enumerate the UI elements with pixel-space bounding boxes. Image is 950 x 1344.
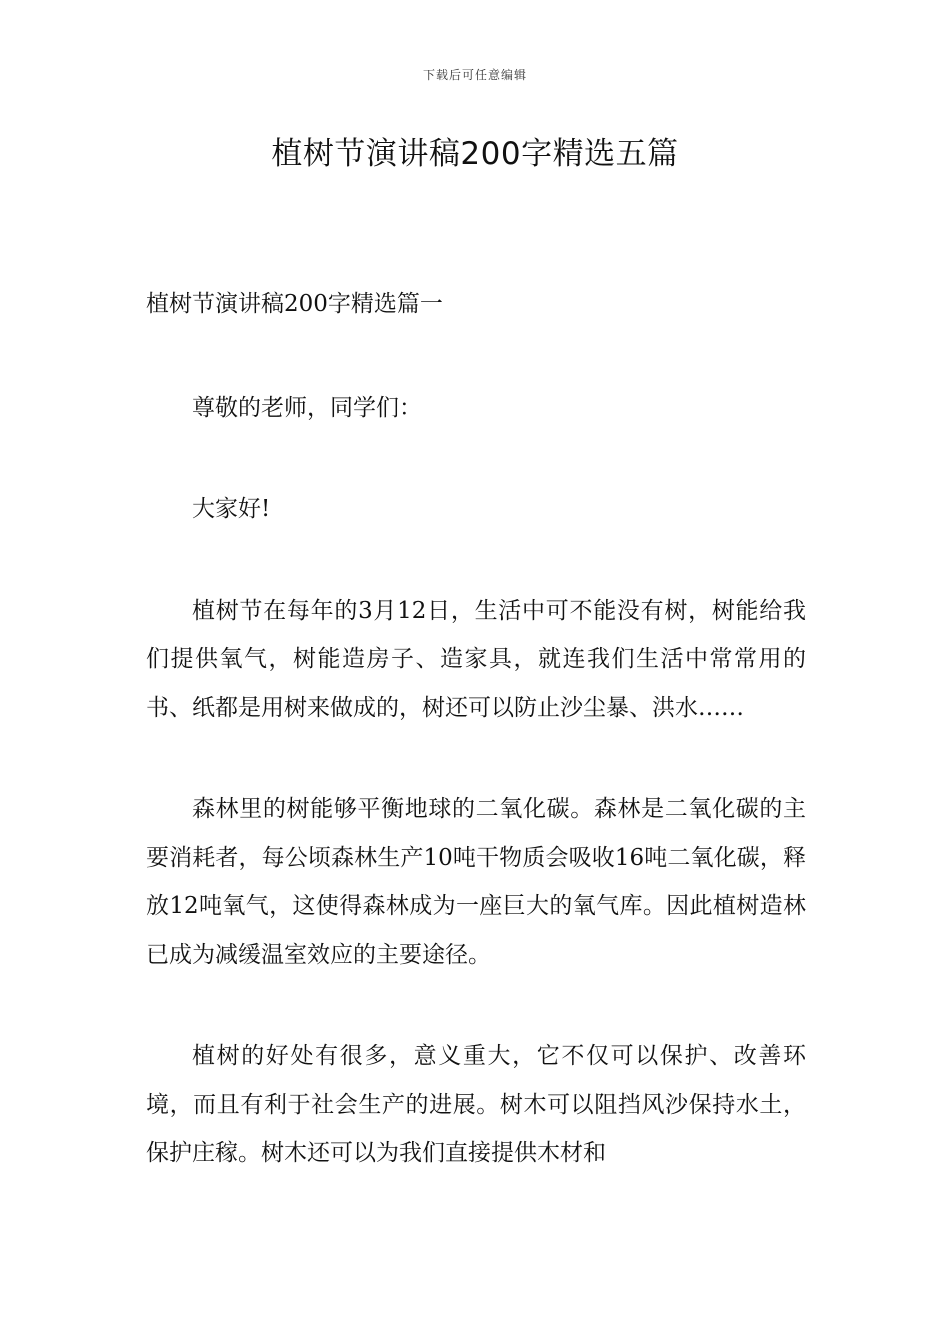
header-note: 下载后可任意编辑 [422, 68, 527, 82]
spacer [146, 329, 806, 384]
spacer [146, 732, 806, 785]
section-heading: 植树节演讲稿200字精选篇一 [146, 291, 443, 317]
document-title: 植树节演讲稿200字精选五篇 [271, 136, 679, 172]
spacer [146, 979, 806, 1032]
greeting-paragraph: 尊敬的老师，同学们： [192, 394, 422, 421]
document-body [146, 280, 806, 1178]
spacer [146, 432, 806, 485]
body-paragraph: 植树的好处有很多，意义重大，它不仅可以保护、改善环境，而且有利于社会生产的进展。树木可以阻挡风沙保持水土，保护庄稼。树木还可以为我们直接提供木材和 [146, 1043, 806, 1166]
salutation-paragraph: 大家好! [192, 496, 271, 522]
spacer [146, 534, 806, 587]
body-paragraph: 森林里的树能够平衡地球的二氧化碳。森林是二氧化碳的主要消耗者，每公顷森林生产10吨干物质会吸收16吨二氧化碳，释放12吨氧气，这使得森林成为一座巨大的氧气库。因此植树造林已成为减缓温室效应的主要途径。 [146, 796, 806, 968]
body-paragraph: 植树节在每年的3月12日，生活中可不能没有树，树能给我们提供氧气，树能造房子、造家具，就连我们生活中常常用的书、纸都是用树来做成的，树还可以防止沙尘暴、洪水…… [146, 597, 806, 721]
